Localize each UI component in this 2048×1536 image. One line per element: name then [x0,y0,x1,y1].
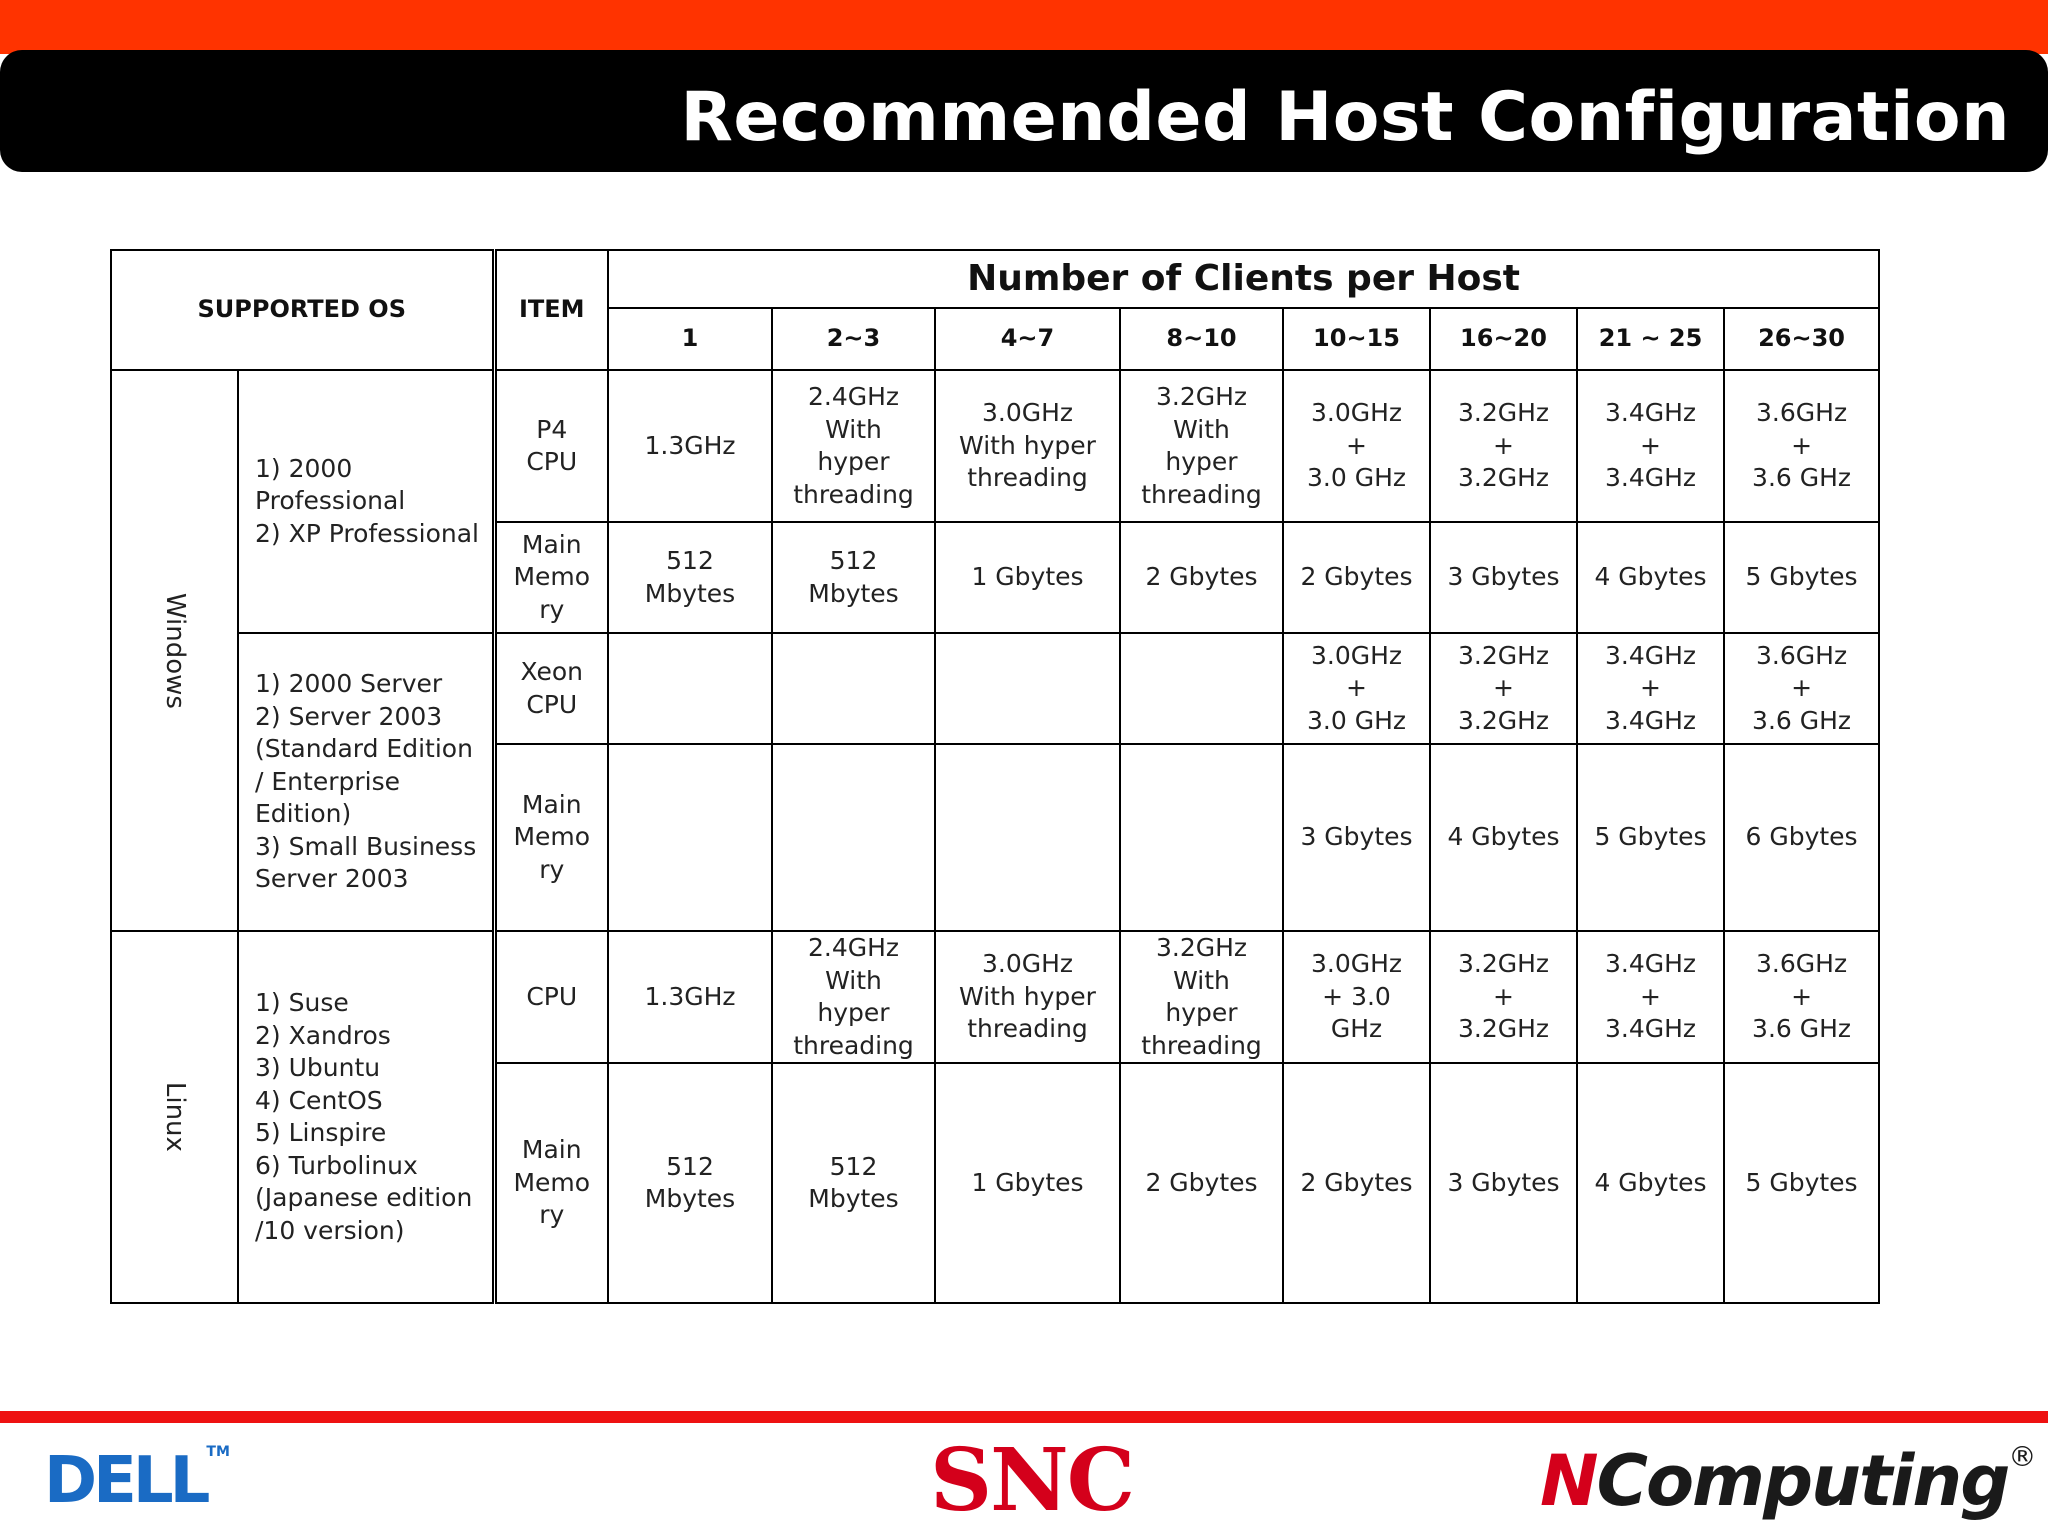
column-header: 1 [608,308,772,370]
spec-cell [772,633,935,744]
spec-cell: 3.0GHz + 3.0 GHz [1283,633,1430,744]
spec-cell: 3.2GHz + 3.2GHz [1430,370,1577,522]
ncomputing-logo: NComputing® [1540,1440,2035,1522]
spec-cell: 4 Gbytes [1430,744,1577,931]
spec-cell [772,744,935,931]
spec-cell [935,744,1120,931]
spec-cell: 3.6GHz + 3.6 GHz [1724,370,1879,522]
spec-cell: 512 Mbytes [772,522,935,633]
spec-cell: 4 Gbytes [1577,1063,1724,1303]
spec-cell: 5 Gbytes [1724,1063,1879,1303]
spec-cell: 3.2GHz + 3.2GHz [1430,633,1577,744]
spec-cell [608,633,772,744]
spec-cell: 5 Gbytes [1724,522,1879,633]
page-title: Recommended Host Configuration [680,78,2010,157]
linux-label: Linux [160,1081,191,1153]
spec-cell: 3.0GHz + 3.0 GHz [1283,370,1430,522]
column-header: 4~7 [935,308,1120,370]
spec-cell: 4 Gbytes [1577,522,1724,633]
column-header: 26~30 [1724,308,1879,370]
spec-cell: 5 Gbytes [1577,744,1724,931]
spec-cell: 2 Gbytes [1120,522,1283,633]
spec-cell [935,633,1120,744]
supported-os-header: SUPPORTED OS [111,250,494,370]
spec-cell: 3.4GHz + 3.4GHz [1577,633,1724,744]
item-header: ITEM [494,250,608,370]
spec-cell: 2 Gbytes [1120,1063,1283,1303]
spec-cell: 1.3GHz [608,931,772,1063]
table-row [111,931,1879,1063]
spec-cell: 512 Mbytes [772,1063,935,1303]
column-header: 2~3 [772,308,935,370]
spec-cell: 3.6GHz + 3.6 GHz [1724,931,1879,1063]
spec-cell: 3 Gbytes [1430,1063,1577,1303]
spec-cell: 1 Gbytes [935,522,1120,633]
item-label: Main Memo ry [494,522,608,633]
spec-cell: 3.0GHz With hyper threading [935,931,1120,1063]
spec-cell: 3.2GHz With hyper threading [1120,931,1283,1063]
spec-cell: 1 Gbytes [935,1063,1120,1303]
spec-cell: 3.0GHz + 3.0 GHz [1283,931,1430,1063]
item-label: Main Memo ry [494,1063,608,1303]
table-row [111,370,1879,522]
item-label: Xeon CPU [494,633,608,744]
spec-cell [1120,633,1283,744]
spec-cell: 512 Mbytes [608,1063,772,1303]
spec-cell: 512 Mbytes [608,522,772,633]
column-header: 10~15 [1283,308,1430,370]
spec-cell: 3 Gbytes [1283,744,1430,931]
spec-cell: 2 Gbytes [1283,1063,1430,1303]
spec-cell: 2 Gbytes [1283,522,1430,633]
windows-label: Windows [160,592,191,709]
spec-cell [608,744,772,931]
footer-divider [0,1411,2048,1423]
spec-cell: 2.4GHz With hyper threading [772,370,935,522]
top-accent-bar [0,0,2048,54]
item-label: P4 CPU [494,370,608,522]
column-header: 21 ~ 25 [1577,308,1724,370]
column-header: 16~20 [1430,308,1577,370]
item-label: CPU [494,931,608,1063]
spec-cell: 3.2GHz + 3.2GHz [1430,931,1577,1063]
column-header: 8~10 [1120,308,1283,370]
spec-cell: 2.4GHz With hyper threading [772,931,935,1063]
spec-cell: 3.4GHz + 3.4GHz [1577,931,1724,1063]
spec-cell: 3.4GHz + 3.4GHz [1577,370,1724,522]
table-row [111,633,1879,744]
windows-server-os-list: 1) 2000 Server 2) Server 2003 (Standard Edition / Enterprise Edition) 3) Small Business Server 2003 [238,633,494,931]
spec-cell: 3 Gbytes [1430,522,1577,633]
snc-logo: SNC [930,1430,1134,1531]
dell-logo: DELL™ [44,1444,230,1518]
host-config-table [110,249,1880,1304]
clients-header: Number of Clients per Host [608,250,1879,308]
spec-cell: 3.2GHz With hyper threading [1120,370,1283,522]
linux-os-list: 1) Suse 2) Xandros 3) Ubuntu 4) CentOS 5) Linspire 6) Turbolinux (Japanese edition /10 version) [238,931,494,1303]
windows-desktop-os-list: 1) 2000 Professional 2) XP Professional [238,370,494,633]
spec-cell: 3.0GHz With hyper threading [935,370,1120,522]
spec-cell: 1.3GHz [608,370,772,522]
spec-cell: 6 Gbytes [1724,744,1879,931]
linux-group-cell [111,931,238,1303]
item-label: Main Memo ry [494,744,608,931]
spec-cell [1120,744,1283,931]
windows-group-cell [111,370,238,931]
spec-cell: 3.6GHz + 3.6 GHz [1724,633,1879,744]
